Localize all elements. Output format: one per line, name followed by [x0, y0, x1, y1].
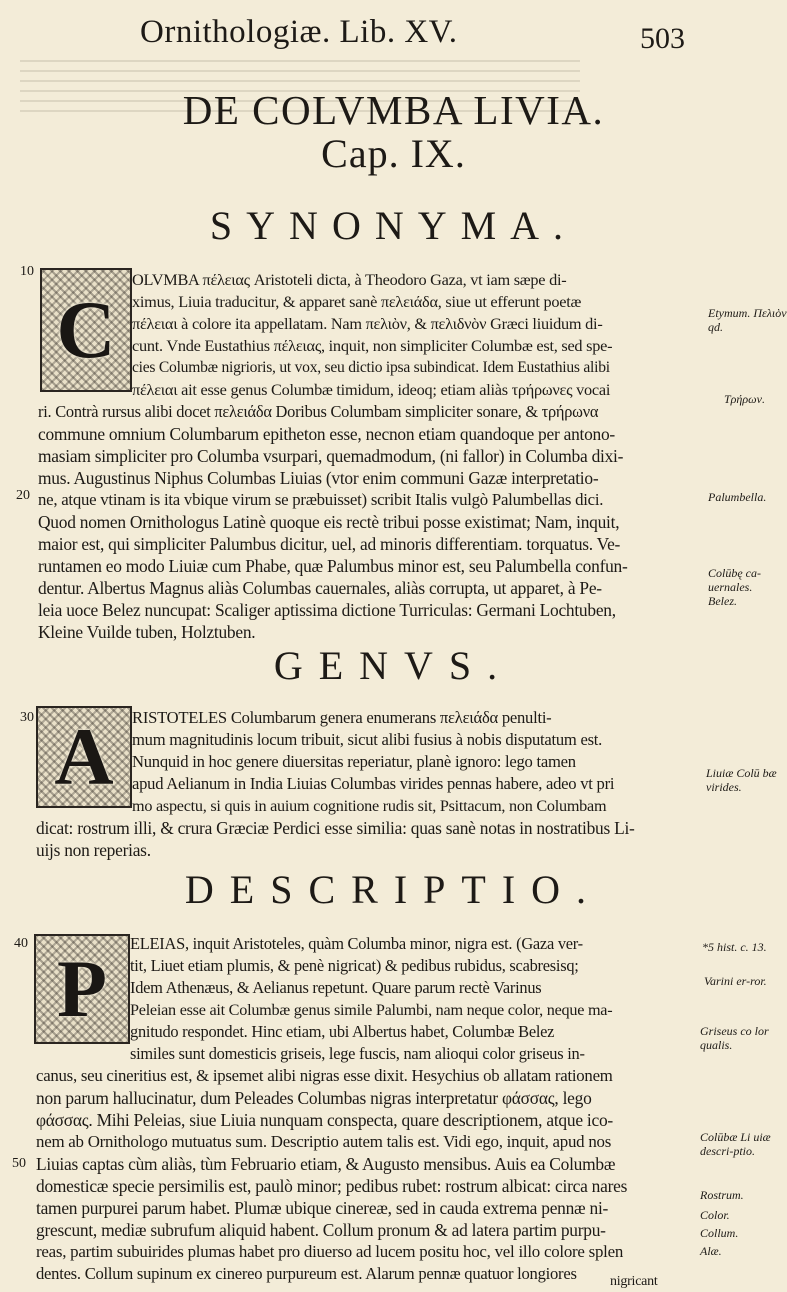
margin-note: Rostrum.	[700, 1188, 744, 1202]
text-line: masiam simpliciter pro Columba vsurpari, quemadmodum, (ni fallor) in Columba dixi-	[38, 446, 624, 466]
text-line: dentur. Albertus Magnus aliàs Columbas cauernales, aliàs corrupta, ut apparet, à Pe-	[38, 578, 602, 598]
line-number: 30	[20, 710, 34, 725]
line-number: 20	[16, 488, 30, 503]
section-heading-genus: GENVS.	[273, 643, 514, 688]
initial-letter: C	[56, 284, 116, 375]
text-line: similes sunt domesticis griseis, lege fuscis, nam alioqui color griseus in-	[130, 1044, 585, 1063]
decorated-initial-p	[34, 934, 130, 1044]
initial-letter: P	[56, 943, 108, 1034]
text-line: mum magnitudinis locum tribuit, sicut alibi fusius à nobis disputatum est.	[132, 730, 603, 749]
text-line: ximus, Liuia traducitur, & apparet sanè πελειάδα, siue ut efferunt poetæ	[132, 292, 582, 311]
decorated-initial-a	[36, 706, 132, 808]
text-line: maior est, qui simpliciter Palumbus dicitur, uel, ad minoris differentiam. torquatus. Ve-	[38, 534, 621, 554]
text-line: dentes. Collum supinum ex cinereo purpureum est. Alarum pennæ quatuor longiores	[36, 1264, 577, 1283]
text-line: ri. Contrà rursus alibi docet πελειάδα Doribus Columbam simpliciter sonare, & τρήρωνα	[38, 402, 599, 421]
text-line: leia uoce Belez nuncupat: Scaliger aptissima dictione Turriculas: Germani Lochtuben,	[38, 600, 616, 620]
margin-note: Alæ.	[700, 1244, 722, 1258]
margin-note: *5 hist. c. 13.	[702, 940, 767, 954]
margin-note: Colūbæ Li uiæ descri-ptio.	[700, 1130, 771, 1158]
text-line: Quod nomen Ornithologus Latinè quoque eis rectè tribui posse existimat; Nam, inquit,	[38, 512, 620, 532]
text-line: canus, seu cineritius est, & ipsemet alibi nigras esse dixit. Hesychius ob allatam rationem	[36, 1066, 613, 1085]
margin-note: Varini er-ror.	[704, 974, 767, 988]
margin-note: Τρήρων.	[724, 392, 765, 406]
text-line: grescunt, mediæ subrufum aliquid habent. Collum pronum & ad latera partim purpu-	[36, 1220, 606, 1240]
text-line: πέλειαι à colore ita appellatam. Nam πελιὸν, & πελιδνὸν Græci liuidum di-	[132, 314, 603, 333]
text-line: nem ab Ornithologo mutuatus sum. Descriptio autem talis est. Vidi ego, inquit, apud nos	[36, 1132, 612, 1151]
text-line: ELEIAS, inquit Aristoteles, quàm Columba minor, nigra est. (Gaza ver-	[130, 934, 583, 953]
text-line: tamen purpurei parum habet. Plumæ ubique cinereæ, sed in cauda extrema pennæ ni-	[36, 1198, 609, 1218]
decorated-initial-c	[40, 268, 132, 392]
text-line: mo aspectu, si quis in auium cognitione rudis sit, Psittacum, non Columbam	[132, 797, 607, 815]
chapter-title: DE COLVMBA LIVIA.	[182, 87, 605, 133]
text-line: OLVMBA πέλειας Aristoteli dicta, à Theodoro Gaza, vt iam sæpe di-	[132, 270, 567, 289]
text-line: Idem Athenæus, & Aelianus repetunt. Quare parum rectè Varinus	[130, 978, 542, 997]
text-line: gnitudo respondet. Hinc etiam, ubi Albertus habet, Columbæ Belez	[130, 1022, 555, 1041]
margin-note: Collum.	[700, 1226, 739, 1240]
margin-note: Palumbella.	[708, 490, 767, 504]
catchword: nigricant	[610, 1274, 658, 1289]
text-line: cies Columbæ nigrioris, ut vox, seu dictio ipsa subindicat. Idem Eustathius alibi	[132, 359, 610, 376]
line-number: 40	[14, 936, 28, 951]
text-line: mus. Augustinus Niphus Columbas Liuias (vtor enim communi Gazæ interpretatio-	[38, 468, 599, 488]
margin-note: Etymum. Πελιὸν qd.	[708, 306, 787, 334]
text-line: non parum hallucinatur, dum Peleades Columbas nigras interpretatur φάσσας, lego	[36, 1088, 592, 1108]
text-line: πέλειαι ait esse genus Columbæ timidum, ideoq; etiam aliàs τρήρωνες vocai	[132, 380, 611, 399]
text-line: domesticæ specie persimilis est, paulò minor; pedibus rubet: rostrum albicat: circa nares	[36, 1176, 628, 1196]
text-line: runtamen eo modo Liuiæ cum Phabe, quæ Palumbus minor est, seu Palumbella confun-	[38, 556, 628, 576]
text-line: commune omnium Columbarum epitheton esse, necnon etiam quandoque per antono-	[38, 424, 615, 444]
section-heading-descriptio: DESCRIPTIO.	[184, 867, 603, 912]
initial-letter: A	[54, 711, 114, 802]
text-line: Kleine Vuilde tuben, Holztuben.	[38, 622, 256, 642]
margin-note: Colūbę ca-uernales. Belez.	[708, 566, 761, 608]
text-line: Nunquid in hoc genere diuersitas reperiatur, planè ignoro: lego tamen	[132, 752, 576, 771]
margin-note: Griseus co lor qualis.	[700, 1024, 769, 1052]
text-line: reas, partim subuirides plumas habet pro diuerso ad lucem positu hoc, vel illo colore splen	[36, 1242, 624, 1261]
text-line: apud Aelianum in India Liuias Columbas virides pennas habere, adeo vt pri	[132, 774, 615, 793]
text-line: Peleian esse ait Columbæ genus simile Palumbi, nam neque color, neque ma-	[130, 1001, 613, 1019]
margin-note: Color.	[700, 1208, 730, 1222]
page-number: 503	[640, 22, 685, 55]
text-line: RISTOTELES Columbarum genera enumerans πελειάδα penulti-	[132, 708, 552, 727]
line-number: 10	[20, 264, 34, 279]
text-line: Liuias captas cùm aliàs, tùm Februario etiam, & Augusto mensibus. Auis ea Columbæ	[36, 1154, 616, 1174]
text-line: dicat: rostrum illi, & crura Græciæ Perdici esse similia: quas sanè notas in nostratibus Li-	[36, 818, 635, 838]
chapter-number: Cap. IX.	[321, 131, 466, 176]
text-line: tit, Liuet etiam plumis, & penè nigricat) & pedibus rubidus, scabresisq;	[130, 956, 579, 975]
text-line: cunt. Vnde Eustathius πέλειας, inquit, non simpliciter Columbæ est, sed spe-	[132, 336, 613, 355]
section-heading-synonyma: SYNONYMA.	[209, 203, 578, 248]
text-line: ne, atque vtinam is ita vbique virum se præbuisset) scribit Italis vulgò Palumbellas dici.	[38, 490, 604, 509]
text-line: φάσσας. Mihi Peleias, siue Liuia nunquam conspecta, quare descriptionem, atque ico-	[36, 1110, 613, 1130]
running-head: Ornithologiæ. Lib. XV.	[140, 14, 458, 50]
line-number: 50	[12, 1156, 26, 1171]
text-line: uijs non reperias.	[36, 840, 151, 860]
margin-note: Liuiæ Colū bæ virides.	[706, 766, 777, 794]
